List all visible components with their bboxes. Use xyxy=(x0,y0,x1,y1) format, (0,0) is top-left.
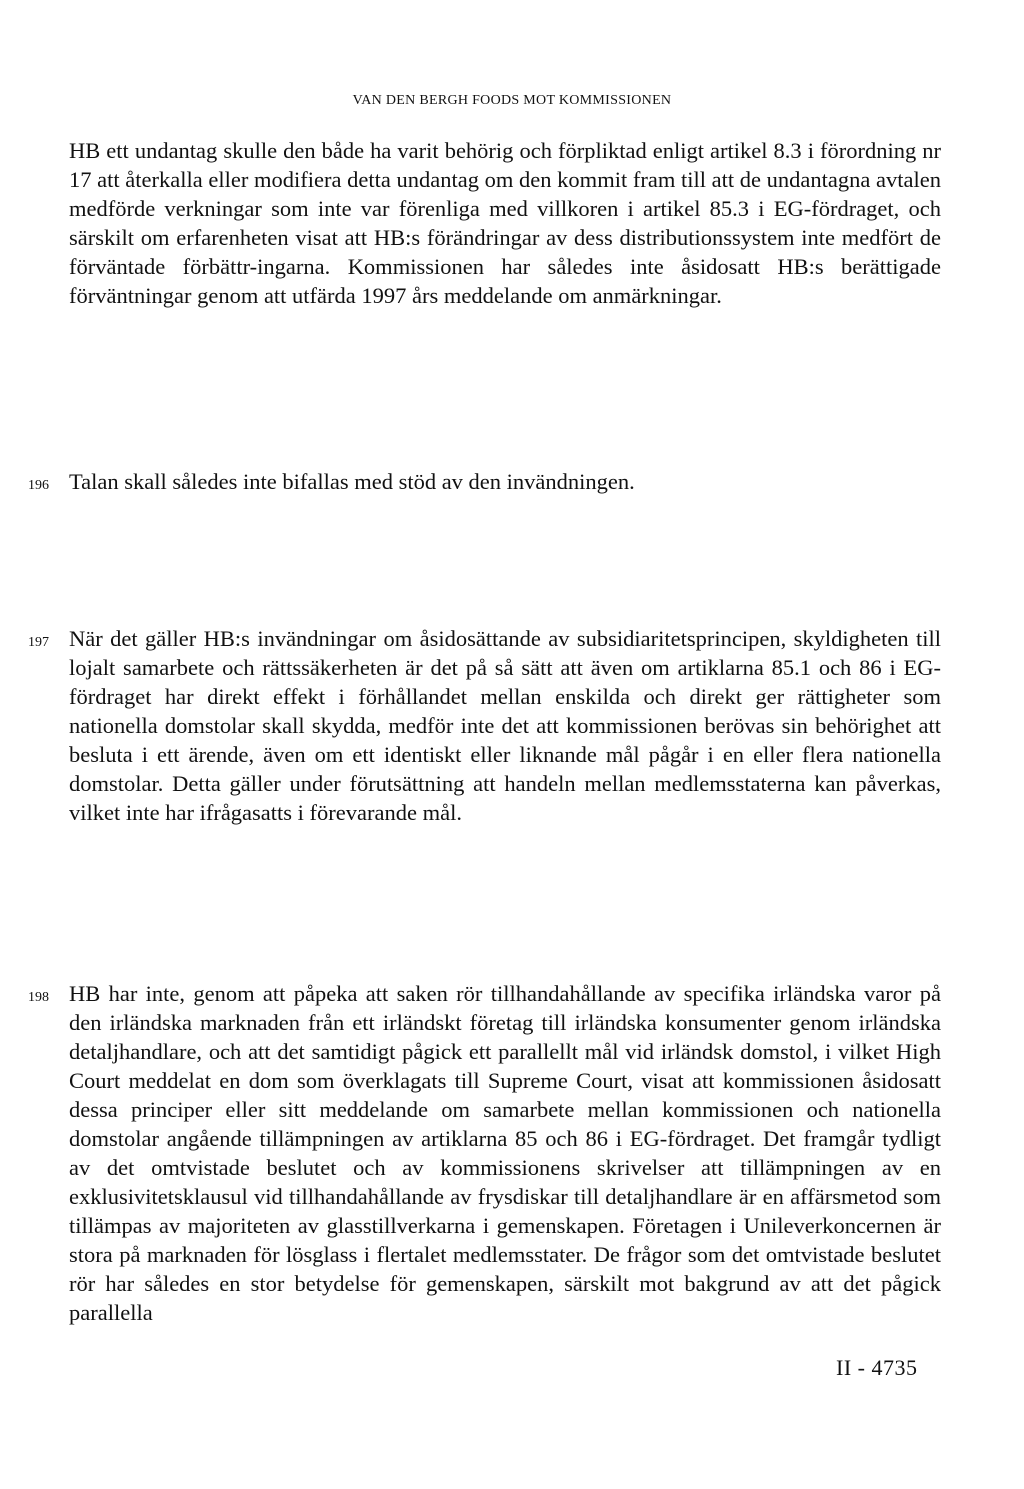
paragraph-196: Talan skall således inte bifallas med stöd av den invändningen. xyxy=(69,469,635,494)
paragraph-198: HB har inte, genom att påpeka att saken rör tillhandahållande av specifika irländska varor på den irländska marknaden från ett irländskt företag till irländska konsumenter genom irländska detaljhandlare, och att det samtidigt pågick ett parallellt mål vid irländsk domstol, i vilket High Court meddelat en dom som överklagats till Supreme Court, visat att kommissionen åsidosatt dessa principer eller sitt meddelande om samarbete mellan kommissionen och nationella domstolar angående tillämpningen av artiklarna 85 och 86 i EG-fördraget. Det framgår tydligt av det omtvistade beslutet och av kommissionens skrivelser att tillämpningen av en exklusivitetsklausul vid tillhandahållande av frysdiskar till detaljhandlare är en affärsmetod som tillämpas av majoriteten av glasstillverkarna i gemenskapen. Företagen i Unileverkoncernen är stora på marknaden för lösglass i flertalet medlemsstater. De frågor som det omtvistade beslutet rör har således en stor betydelse för gemenskapen, särskilt mot bakgrund av att det pågick parallella xyxy=(69,981,941,1325)
page-number: II - 4735 xyxy=(836,1355,918,1380)
paragraph-continuation: HB ett undantag skulle den både ha varit behörig och förpliktad enligt artikel 8.3 i förordning nr 17 att återkalla eller modifiera detta undantag om den kommit fram till att de undantagna avtalen medförde verkningar som inte var förenliga med villkoren i artikel 85.3 i EG-fördraget, och särskilt om erfarenheten visat att HB:s förändringar av dess distributionssystem inte medfört de förväntade förbättr-ingarna. Kommissionen har således inte åsidosatt HB:s berättigade förväntningar genom att utfärda 1997 års meddelande om anmärkningar. xyxy=(69,138,941,308)
paragraph-number-198: 198 xyxy=(28,990,49,1005)
paragraph-197: När det gäller HB:s invändningar om åsidosättande av subsidiaritetsprincipen, skyldigheten till lojalt samarbete och rättssäkerheten är det på så sätt att även om artiklarna 85.1 och 86 i EG-fördraget har direkt effekt i förhållandet mellan enskilda och direkt ger rättigheter som nationella domstolar skall skydda, medför inte det att kommissionen berövas sin behörighet att besluta i ett ärende, även om ett identiskt eller liknande mål pågår i en eller flera nationella domstolar. Detta gäller under förutsättning att handeln mellan medlemsstaterna kan påverkas, vilket inte har ifrågasatts i förevarande mål. xyxy=(69,626,941,825)
running-head: VAN DEN BERGH FOODS MOT KOMMISSIONEN xyxy=(352,93,672,108)
paragraph-number-196: 196 xyxy=(28,478,49,493)
paragraph-number-197: 197 xyxy=(28,635,49,650)
